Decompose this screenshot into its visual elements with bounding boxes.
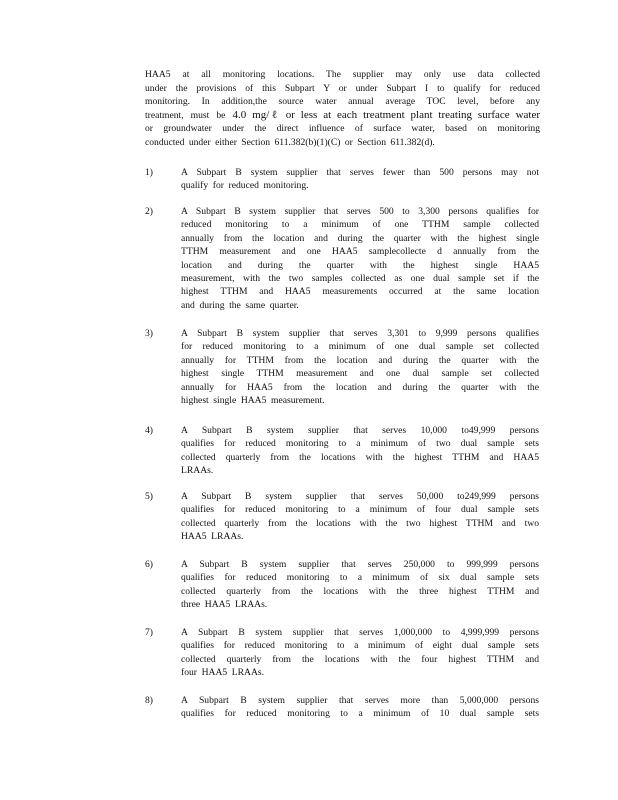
item-line: A Subpart B system supplier that serves 1,000,000 to 4,999,999 persons <box>181 627 539 638</box>
item-line: A Subpart B system supplier that serves 250,000 to 999,999 persons <box>181 559 539 570</box>
item-line: highest TTHM and HAA5 measurements occurred at the same location <box>181 286 539 298</box>
intro-line: monitoring. In addition,the source water annual average TOC level, before any <box>145 96 540 108</box>
intro-line: conducted under either Section 611.382(b)(1)(C) or Section 611.382(d). <box>145 136 435 148</box>
item-number: 3) <box>145 328 153 339</box>
item-line: LRAAs. <box>181 465 214 477</box>
item-line: annually from the location and during the quarter with the highest single <box>181 232 539 244</box>
item-line: HAA5 LRAAs. <box>181 531 244 543</box>
item-line: annually for HAA5 from the location and during the quarter with the <box>181 381 539 393</box>
item-number: 5) <box>145 491 153 502</box>
item-line: and during the same quarter. <box>181 299 299 311</box>
item-line: qualifies for reduced monitoring to a minimum of two dual sample sets <box>181 438 539 450</box>
item-body <box>181 205 539 312</box>
item-line: four HAA5 LRAAs. <box>181 667 265 679</box>
item-line: qualifies for reduced monitoring to a minimum of 10 dual sample sets <box>181 708 539 720</box>
intro-line: under the provisions of this Subpart Y or under Subpart I to qualify for reduced <box>145 82 540 94</box>
item-body <box>181 694 539 721</box>
item-line: TTHM measurement and one HAA5 samplecollecte d annually from the <box>181 246 539 258</box>
item-line: qualifies for reduced monitoring to a minimum of six dual sample sets <box>181 572 539 584</box>
item-line: qualify for reduced monitoring. <box>181 180 309 192</box>
toc-limit-text: 4.0 mg/ℓ or less at each treatment plant treating surface water <box>232 108 540 121</box>
item-line: highest single TTHM measurement and one dual sample set collected <box>181 368 539 380</box>
item-body <box>181 490 539 544</box>
item-number: 7) <box>145 627 153 638</box>
item-line: collected quarterly from the locations with the three highest TTHM and <box>181 585 539 597</box>
intro-line: or groundwater under the direct influence of surface water, based on monitoring <box>145 123 540 135</box>
intro-paragraph <box>145 68 540 150</box>
item-line: A Subpart B system supplier that serves fewer than 500 persons may not <box>181 167 539 178</box>
item-line: qualifies for reduced monitoring to a minimum of four dual sample sets <box>181 504 539 516</box>
item-body <box>181 424 539 478</box>
item-body <box>181 558 539 612</box>
item-line: three HAA5 LRAAs. <box>181 599 268 611</box>
item-line: reduced monitoring to a minimum of one TTHM sample collected <box>181 219 539 231</box>
item-line: A Subpart B system supplier that serves 50,000 to249,999 persons <box>181 491 539 502</box>
item-line: collected quarterly from the locations with the highest TTHM and HAA5 <box>181 451 539 463</box>
item-body <box>181 327 539 407</box>
item-line: collected quarterly from the locations with the four highest TTHM and <box>181 653 539 665</box>
intro-line-prefix: treatment, must be <box>145 109 226 121</box>
intro-line-emphasis <box>145 109 540 123</box>
item-line: A Subpart B system supplier that serves 3,301 to 9,999 persons qualifies <box>181 328 539 339</box>
item-line: for reduced monitoring to a minimum of one dual sample set collected <box>181 341 539 353</box>
item-body <box>181 166 539 193</box>
item-line: annually for TTHM from the location and during the quarter with the <box>181 354 539 366</box>
intro-line: HAA5 at all monitoring locations. The supplier may only use data collected <box>145 69 540 80</box>
item-line: highest single HAA5 measurement. <box>181 395 325 407</box>
item-line: measurement, with the two samples collected as one dual sample set if the <box>181 273 539 285</box>
item-line: A Subpart B system supplier that serves 500 to 3,300 persons qualifies for <box>181 206 539 217</box>
item-number: 2) <box>145 206 153 217</box>
item-body <box>181 626 539 680</box>
item-line: collected quarterly from the locations with the two highest TTHM and two <box>181 517 539 529</box>
item-line: location and during the quarter with the highest single HAA5 <box>181 259 539 271</box>
item-number: 8) <box>145 695 153 706</box>
item-number: 4) <box>145 425 153 436</box>
item-line: qualifies for reduced monitoring to a minimum of eight dual sample sets <box>181 640 539 652</box>
item-number: 1) <box>145 167 153 178</box>
item-line: A Subpart B system supplier that serves 10,000 to49,999 persons <box>181 425 539 436</box>
item-line: A Subpart B system supplier that serves more than 5,000,000 persons <box>181 695 539 706</box>
item-number: 6) <box>145 559 153 570</box>
